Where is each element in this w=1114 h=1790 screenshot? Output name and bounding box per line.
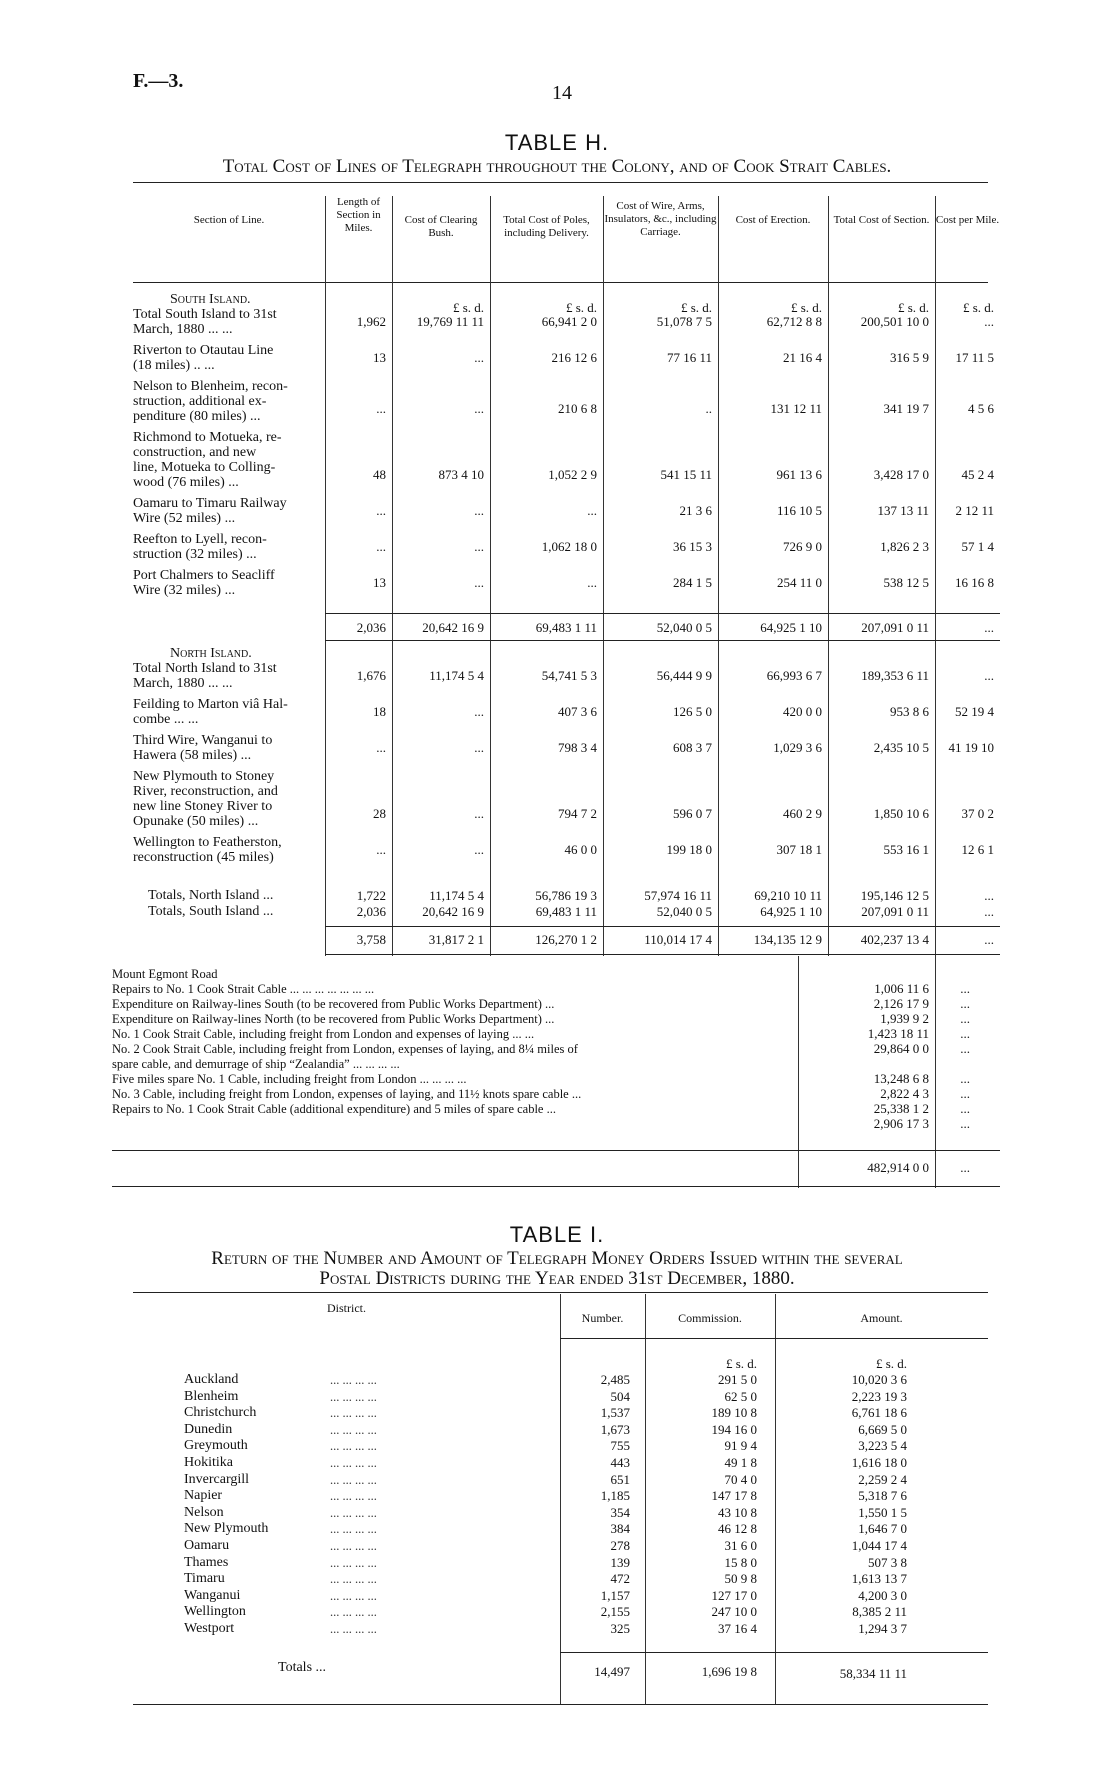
table-h-column-header: Total Cost of Section.: [833, 214, 930, 226]
table-i-number: 1,157: [600, 1587, 630, 1603]
extras-label: Mount Egmont Road: [112, 967, 218, 981]
table-h-header-rule: [133, 282, 988, 283]
extras-total: 25,338 1 2: [873, 1101, 929, 1116]
extras-label: Five miles spare No. 1 Cable, including freight from London ... ... ... ...: [112, 1072, 467, 1086]
grand-total-len: 3,758: [356, 932, 386, 947]
south-row-clear: 873 4 10: [438, 467, 484, 482]
south-row-total: 1,826 2 3: [880, 539, 929, 554]
north-row-label: River, reconstruction, and: [133, 784, 278, 799]
table-i-commission: 15 8 0: [724, 1554, 757, 1570]
north-row-erect: 66,993 6 7: [766, 668, 822, 683]
grand-total-poles: 126,270 1 2: [535, 932, 597, 947]
table-i-totals-commission: 1,696 19 8: [701, 1664, 757, 1679]
table-i-district: Timaru: [184, 1571, 225, 1587]
south-row-label: Nelson to Blenheim, recon-: [133, 379, 288, 394]
grand-total-erect: 134,135 12 9: [753, 932, 822, 947]
table-h-title: TABLE H.: [504, 130, 610, 155]
table-i-header-rule: [560, 1338, 988, 1339]
north-island-heading: North Island.: [170, 646, 252, 661]
island-totals-total: 195,146 12 5: [860, 888, 929, 903]
table-i-commission: 247 10 0: [711, 1604, 757, 1620]
south-row-label: struction, additional ex-: [133, 394, 267, 409]
table-i-number: 354: [610, 1504, 630, 1520]
south-row-label: line, Motueka to Colling-: [133, 460, 276, 475]
extras-label: No. 3 Cable, including freight from London, expenses of laying, and 11½ knots spare cable ...: [112, 1087, 582, 1101]
north-row-len: 18: [373, 704, 386, 719]
table-h-column-header: Total Cost of Poles, including Delivery.: [503, 214, 590, 239]
island-totals-wire: 57,974 16 11: [644, 888, 712, 903]
extras-total: 13,248 6 8: [873, 1071, 929, 1086]
island-totals-wire: 52,040 0 5: [656, 904, 712, 919]
table-i-commission: 49 1 8: [724, 1455, 757, 1470]
table-i-leader: ... ... ... ...: [330, 1389, 377, 1404]
table-i-commission: 50 9 8: [724, 1571, 757, 1587]
island-totals-len: 2,036: [356, 904, 386, 919]
table-i-leader: ... ... ... ...: [330, 1472, 377, 1487]
north-row-poles: 794 7 2: [558, 806, 597, 821]
extras-total: 1,006 11 6: [874, 981, 929, 996]
north-row-mile: ...: [984, 668, 994, 683]
extras-label: Repairs to No. 1 Cook Strait Cable (additional expenditure) and 5 miles of spare cable ...: [112, 1102, 556, 1116]
table-i-amount: 3,223 5 4: [858, 1438, 907, 1454]
island-totals-clear: 11,174 5 4: [429, 888, 484, 903]
south-row-len: 13: [373, 575, 386, 590]
south-subtotal-poles: 69,483 1 11: [535, 620, 597, 635]
south-row-wire: 541 15 11: [660, 467, 712, 482]
south-row-len: ...: [376, 503, 386, 518]
north-row-wire: 199 18 0: [666, 842, 712, 857]
north-row-poles: 407 3 6: [558, 704, 597, 719]
table-i-commission: 194 16 0: [711, 1421, 757, 1437]
table-i-district: New Plymouth: [184, 1521, 269, 1537]
table-i-commission: 189 10 8: [711, 1405, 757, 1421]
south-row-label: Port Chalmers to Seacliff: [133, 568, 275, 583]
table-i-amount: 8,385 2 11: [852, 1604, 907, 1620]
table-h-currency-units: £ s. d.: [452, 300, 484, 315]
south-row-len: 1,962: [356, 314, 386, 329]
south-row-label: penditure (80 miles) ...: [133, 409, 261, 424]
south-row-len: ...: [376, 401, 386, 416]
table-i-district: Thames: [184, 1554, 229, 1570]
south-row-total: 316 5 9: [890, 350, 929, 365]
table-i-number: 755: [610, 1438, 630, 1454]
south-row-label: construction, and new: [133, 445, 257, 460]
south-row-label: Wire (32 miles) ...: [133, 583, 236, 598]
north-row-wire: 596 0 7: [673, 806, 712, 821]
south-row-mile: ...: [984, 314, 994, 329]
north-row-erect: 1,029 3 6: [773, 740, 822, 755]
north-row-clear: ...: [474, 806, 484, 821]
table-h-column-header: Cost per Mile.: [935, 214, 1000, 226]
table-i-totals-label: Totals ...: [278, 1660, 327, 1675]
south-row-erect: 116 10 5: [776, 503, 822, 518]
south-row-erect: 254 11 0: [776, 575, 822, 590]
north-row-clear: ...: [474, 740, 484, 755]
south-row-clear: ...: [474, 401, 484, 416]
south-row-label: struction (32 miles) ...: [133, 547, 257, 562]
south-row-len: 48: [373, 467, 386, 482]
south-subtotal-rule-bottom: [325, 640, 1000, 641]
north-row-label: Feilding to Marton viâ Hal-: [133, 697, 288, 712]
extras-total: 1,423 18 11: [867, 1026, 929, 1041]
table-h-currency-units: £ s. d.: [962, 300, 994, 315]
grand-total-rule: [325, 926, 1000, 927]
table-i-commission: 37 16 4: [718, 1621, 757, 1636]
grand-total-clear: 31,817 2 1: [428, 932, 484, 947]
island-totals-total: 207,091 0 11: [861, 904, 929, 919]
table-i-leader: ... ... ... ...: [330, 1572, 377, 1587]
south-subtotal-wire: 52,040 0 5: [656, 620, 712, 635]
south-row-erect: 131 12 11: [770, 401, 822, 416]
table-i-leader: ... ... ... ...: [330, 1373, 377, 1387]
table-i-column-header: Number.: [581, 1311, 624, 1325]
north-row-label: new line Stoney River to: [133, 799, 273, 814]
north-row-wire: 126 5 0: [673, 704, 712, 719]
table-i-number: 139: [610, 1554, 630, 1570]
south-row-label: Wire (52 miles) ...: [133, 511, 236, 526]
island-totals-label: Totals, North Island ...: [148, 888, 274, 903]
north-row-total: 189,353 6 11: [861, 668, 929, 683]
south-row-total: 137 13 11: [877, 503, 929, 518]
island-totals-erect: 64,925 1 10: [760, 904, 822, 919]
south-row-label: (18 miles) .. ...: [133, 358, 215, 373]
extras-label: Expenditure on Railway-lines North (to be recovered from Public Works Department) ...: [112, 1012, 555, 1026]
extras-mile: ...: [960, 1011, 970, 1026]
table-i-number: 651: [610, 1471, 630, 1487]
south-row-poles: 66,941 2 0: [541, 314, 597, 329]
south-row-label: wood (76 miles) ...: [133, 475, 239, 490]
table-i-bottom-rule: [133, 1704, 988, 1705]
south-row-clear: ...: [474, 350, 484, 365]
table-i-totals-number: 14,497: [594, 1664, 630, 1679]
south-row-mile: 17 11 5: [955, 350, 994, 365]
table-i-district: Westport: [184, 1621, 235, 1636]
north-row-mile: 37 0 2: [961, 806, 994, 821]
table-i-commission: 70 4 0: [724, 1471, 757, 1487]
south-subtotal-mile: ...: [984, 620, 994, 635]
south-row-wire: 51,078 7 5: [656, 314, 712, 329]
north-row-poles: 54,741 5 3: [541, 668, 597, 683]
table-h-currency-units: £ s. d.: [790, 300, 822, 315]
table-i-amount: 5,318 7 6: [858, 1488, 907, 1504]
south-row-total: 538 12 5: [883, 575, 929, 590]
table-h-top-rule: [133, 182, 988, 183]
north-row-total: 953 8 6: [890, 704, 929, 719]
south-row-label: Richmond to Motueka, re-: [133, 430, 282, 445]
north-row-total: 553 16 1: [883, 842, 929, 857]
table-i-commission: 147 17 8: [711, 1488, 757, 1504]
table-i-number: 1,185: [600, 1488, 630, 1504]
table-h-column-header: Cost of Wire, Arms, Insulators, &c., including Carriage.: [604, 200, 717, 238]
island-totals-clear: 20,642 16 9: [422, 904, 484, 919]
north-row-mile: 12 6 1: [961, 842, 994, 857]
south-subtotal-clear: 20,642 16 9: [422, 620, 484, 635]
table-i-caption-line1: Return of the Number and Amount of Telegraph Money Orders Issued within the several: [211, 1248, 903, 1269]
table-i-column-header: District.: [327, 1301, 366, 1315]
table-i-amount: 1,044 17 4: [851, 1538, 907, 1553]
table-i-amount: 6,761 18 6: [851, 1405, 907, 1421]
south-row-wire: 77 16 11: [666, 350, 712, 365]
north-row-label: Wellington to Featherston,: [133, 835, 282, 850]
north-row-total: 1,850 10 6: [873, 806, 929, 821]
south-row-poles: 1,062 18 0: [541, 539, 597, 554]
south-row-label: Oamaru to Timaru Railway: [133, 496, 287, 511]
extras-total: 2,906 17 3: [873, 1116, 929, 1131]
north-row-len: ...: [376, 740, 386, 755]
south-subtotal-erect: 64,925 1 10: [760, 620, 822, 635]
table-i-district: Dunedin: [184, 1421, 233, 1437]
south-row-poles: ...: [587, 503, 597, 518]
north-row-wire: 56,444 9 9: [656, 668, 712, 683]
south-row-mile: 4 5 6: [968, 401, 994, 416]
north-row-len: 1,676: [356, 668, 386, 683]
north-row-len: ...: [376, 842, 386, 857]
extras-mile: ...: [960, 996, 970, 1011]
island-totals-len: 1,722: [356, 888, 386, 903]
extras-mile: ...: [960, 1026, 970, 1041]
north-row-label: Hawera (58 miles) ...: [133, 748, 252, 763]
south-row-erect: 726 9 0: [783, 539, 822, 554]
south-island-heading: South Island.: [170, 292, 251, 307]
table-i-district: Napier: [184, 1488, 223, 1504]
table-i-district: Greymouth: [184, 1438, 248, 1454]
table-i-leader: ... ... ... ...: [330, 1588, 377, 1603]
table-i-amount: 1,613 13 7: [851, 1571, 907, 1587]
table-i-totals-amount: 58,334 11 11: [839, 1666, 907, 1681]
north-row-label: Opunake (50 miles) ...: [133, 814, 259, 829]
extras-divider: [798, 956, 799, 1188]
extras-mile: ...: [960, 1086, 970, 1101]
extras-total: 2,822 4 3: [880, 1086, 929, 1101]
table-i-commission: 43 10 8: [718, 1504, 757, 1520]
table-h-column-header: Cost of Erection.: [735, 214, 811, 226]
table-i-number: 504: [610, 1388, 630, 1404]
north-row-mile: 52 19 4: [955, 704, 994, 719]
extras-label: Repairs to No. 1 Cook Strait Cable ... ... ... ... ... ... ...: [112, 982, 375, 996]
north-row-erect: 307 18 1: [776, 842, 822, 857]
grand-total-wire: 110,014 17 4: [644, 932, 712, 947]
south-row-label: Total South Island to 31st: [133, 307, 277, 322]
table-i-totals-rule: [560, 1652, 988, 1653]
table-i-leader: ... ... ... ...: [330, 1605, 377, 1620]
final-total-rule: [112, 1150, 1000, 1151]
north-row-label: combe ... ...: [133, 712, 199, 727]
south-row-clear: ...: [474, 503, 484, 518]
south-row-total: 3,428 17 0: [873, 467, 929, 482]
final-total: 482,914 0 0: [867, 1160, 929, 1175]
table-i-district: Wellington: [184, 1604, 246, 1620]
south-row-len: ...: [376, 539, 386, 554]
south-row-erect: 961 13 6: [776, 467, 822, 482]
table-i-district: Wanganui: [184, 1587, 241, 1603]
table-i-leader: ... ... ... ...: [330, 1406, 377, 1421]
extras-label: Expenditure on Railway-lines South (to be recovered from Public Works Department) ...: [112, 997, 555, 1011]
north-row-label: reconstruction (45 miles): [133, 850, 274, 865]
north-row-poles: 798 3 4: [558, 740, 597, 755]
table-h-column-header: Section of Line.: [193, 214, 265, 226]
south-row-len: 13: [373, 350, 386, 365]
table-i-number: 2,155: [600, 1604, 630, 1620]
table-i-district: Christchurch: [184, 1405, 257, 1421]
island-totals-erect: 69,210 10 11: [754, 888, 822, 903]
grand-total-total: 402,237 13 4: [860, 932, 929, 947]
table-i-amount: 10,020 3 6: [851, 1372, 907, 1387]
extras-mile: ...: [960, 1116, 970, 1131]
table-i-currency-amount: £ s. d.: [875, 1356, 907, 1371]
table-i-currency-commission: £ s. d.: [725, 1356, 757, 1371]
document-reference: F.—3.: [133, 70, 184, 92]
table-i-district: Blenheim: [184, 1388, 239, 1404]
south-subtotal-rule: [325, 613, 1000, 614]
extras-mile: ...: [960, 1041, 970, 1056]
north-row-mile: 41 19 10: [948, 740, 994, 755]
table-i-amount: 1,646 7 0: [858, 1521, 907, 1537]
table-h-column-header: Length of Section in Miles.: [336, 196, 381, 234]
table-i-number: 325: [610, 1621, 630, 1636]
table-i-district: Hokitika: [184, 1455, 233, 1470]
table-i-commission: 91 9 4: [724, 1438, 757, 1454]
north-row-clear: 11,174 5 4: [429, 668, 484, 683]
south-row-erect: 62,712 8 8: [766, 314, 822, 329]
table-i-column-header: Amount.: [860, 1311, 903, 1325]
table-i-number: 384: [610, 1521, 630, 1537]
table-i-leader: ... ... ... ...: [330, 1555, 377, 1570]
island-totals-poles: 56,786 19 3: [535, 888, 597, 903]
extras-total: 29,864 0 0: [873, 1041, 929, 1056]
north-row-label: New Plymouth to Stoney: [133, 769, 275, 784]
south-row-poles: 1,052 2 9: [548, 467, 597, 482]
extras-total: 1,939 9 2: [880, 1011, 929, 1026]
south-row-total: 341 19 7: [883, 401, 929, 416]
extras-mile: ...: [960, 1101, 970, 1116]
north-row-wire: 608 3 7: [673, 740, 712, 755]
south-row-mile: 45 2 4: [961, 467, 994, 482]
north-row-poles: 46 0 0: [564, 842, 597, 857]
table-i-top-rule: [133, 1292, 988, 1293]
north-row-label: Total North Island to 31st: [133, 661, 277, 676]
south-row-label: Riverton to Otautau Line: [133, 343, 274, 358]
table-h-currency-units: £ s. d.: [897, 300, 929, 315]
south-row-poles: ...: [587, 575, 597, 590]
table-i-commission: 127 17 0: [711, 1587, 757, 1603]
grand-total-rule-bottom: [325, 954, 1000, 955]
table-i-number: 2,485: [600, 1372, 630, 1387]
table-i-number: 278: [610, 1538, 630, 1553]
south-row-clear: 19,769 11 11: [416, 314, 484, 329]
south-row-mile: 57 1 4: [961, 539, 994, 554]
north-row-len: 28: [373, 806, 386, 821]
north-row-erect: 460 2 9: [783, 806, 822, 821]
table-i-caption-line2: Postal Districts during the Year ended 31st December, 1880.: [319, 1268, 795, 1289]
table-i-district: Oamaru: [184, 1538, 230, 1553]
island-totals-mile: ...: [984, 888, 994, 903]
extras-label: spare cable, and demurrage of ship “Zealandia” ... ... ... ...: [112, 1057, 400, 1071]
table-i-number: 1,673: [600, 1421, 630, 1437]
table-i-commission: 62 5 0: [724, 1388, 757, 1404]
table-i-amount: 1,294 3 7: [858, 1621, 907, 1636]
table-i-amount: 2,259 2 4: [858, 1471, 907, 1487]
table-i-amount: 2,223 19 3: [851, 1388, 907, 1404]
north-row-label: March, 1880 ... ...: [133, 676, 233, 691]
table-h-currency-units: £ s. d.: [565, 300, 597, 315]
south-row-wire: 36 15 3: [673, 539, 712, 554]
south-row-wire: ..: [705, 401, 712, 416]
table-i-district: Invercargill: [184, 1471, 250, 1487]
table-i-commission: 291 5 0: [718, 1372, 757, 1387]
table-i-number: 1,537: [600, 1405, 630, 1421]
table-i-leader: ... ... ... ...: [330, 1539, 377, 1553]
table-i-amount: 6,669 5 0: [858, 1421, 907, 1437]
final-total-mile: ...: [960, 1160, 970, 1175]
north-row-total: 2,435 10 5: [873, 740, 929, 755]
table-i-commission: 31 6 0: [724, 1538, 757, 1553]
table-i-leader: ... ... ... ...: [330, 1439, 377, 1454]
table-i-leader: ... ... ... ...: [330, 1622, 377, 1636]
table-i-leader: ... ... ... ...: [330, 1422, 377, 1437]
extras-total: 2,126 17 9: [873, 996, 929, 1011]
table-i-amount: 1,616 18 0: [851, 1455, 907, 1470]
table-i-leader: ... ... ... ...: [330, 1456, 377, 1470]
south-subtotal-len: 2,036: [356, 620, 386, 635]
table-i-amount: 507 3 8: [868, 1554, 907, 1570]
south-row-mile: 2 12 11: [955, 503, 994, 518]
table-i-commission: 46 12 8: [718, 1521, 757, 1537]
south-row-total: 200,501 10 0: [860, 314, 929, 329]
table-i-district: Nelson: [184, 1504, 224, 1520]
table-i-leader: ... ... ... ...: [330, 1522, 377, 1537]
island-totals-poles: 69,483 1 11: [535, 904, 597, 919]
table-i-amount: 4,200 3 0: [858, 1587, 907, 1603]
table-i-column-header: Commission.: [678, 1311, 742, 1325]
south-row-poles: 216 12 6: [551, 350, 597, 365]
north-row-erect: 420 0 0: [783, 704, 822, 719]
page-number: 14: [552, 82, 572, 104]
north-row-label: Third Wire, Wanganui to: [133, 733, 273, 748]
north-row-clear: ...: [474, 842, 484, 857]
extras-label: No. 2 Cook Strait Cable, including freight from London, expenses of laying, and 8¼ miles of: [112, 1042, 578, 1056]
south-row-label: March, 1880 ... ...: [133, 322, 233, 337]
extras-label: No. 1 Cook Strait Cable, including freight from London and expenses of laying ... ...: [112, 1027, 535, 1041]
south-row-wire: 21 3 6: [679, 503, 712, 518]
south-row-clear: ...: [474, 539, 484, 554]
table-i-title: TABLE I.: [509, 1222, 605, 1247]
table-i-leader: ... ... ... ...: [330, 1489, 377, 1504]
island-totals-mile: ...: [984, 904, 994, 919]
table-h-currency-units: £ s. d.: [680, 300, 712, 315]
north-row-clear: ...: [474, 704, 484, 719]
table-i-leader: ... ... ... ...: [330, 1505, 377, 1520]
table-i-number: 472: [610, 1571, 630, 1587]
south-row-label: Reefton to Lyell, recon-: [133, 532, 267, 547]
table-h-column-header: Cost of Clearing Bush.: [404, 214, 478, 239]
extras-mile: ...: [960, 981, 970, 996]
table-h-bottom-rule: [112, 1186, 1000, 1187]
table-i-amount: 1,550 1 5: [858, 1504, 907, 1520]
island-totals-label: Totals, South Island ...: [148, 904, 274, 919]
south-row-wire: 284 1 5: [673, 575, 712, 590]
south-row-mile: 16 16 8: [955, 575, 994, 590]
south-row-clear: ...: [474, 575, 484, 590]
south-row-poles: 210 6 8: [558, 401, 597, 416]
table-i-district: Auckland: [184, 1372, 239, 1387]
table-i-number: 443: [610, 1455, 630, 1470]
table-h-caption: Total Cost of Lines of Telegraph throughout the Colony, and of Cook Strait Cables.: [222, 156, 892, 177]
south-subtotal-total: 207,091 0 11: [861, 620, 929, 635]
extras-mile: ...: [960, 1071, 970, 1086]
south-row-erect: 21 16 4: [783, 350, 822, 365]
grand-total-mile: ...: [984, 932, 994, 947]
